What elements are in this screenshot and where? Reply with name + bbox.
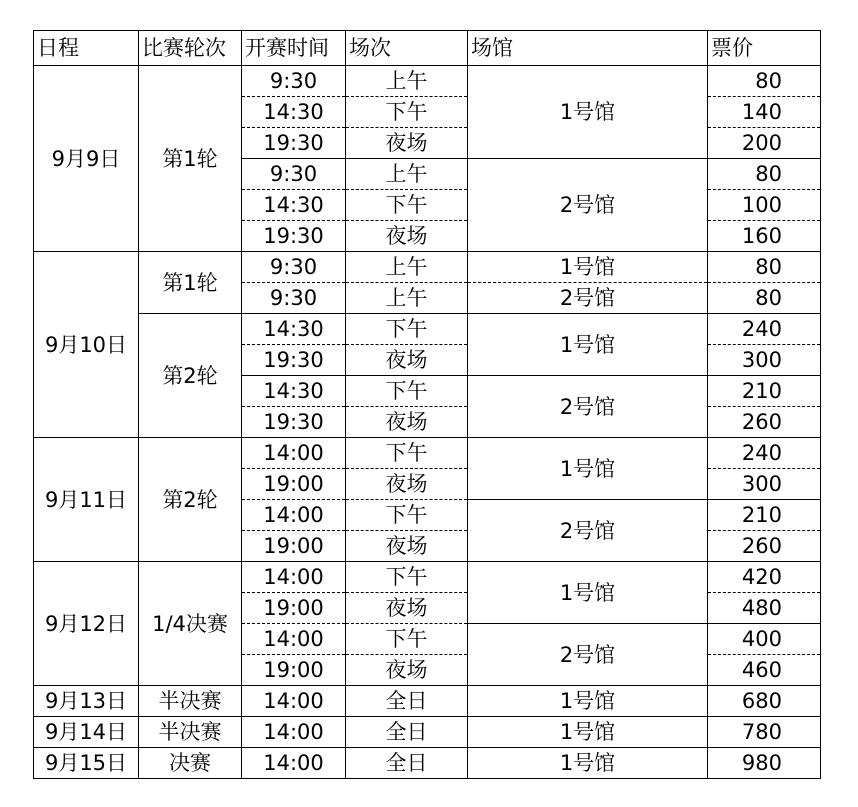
price-cell: 80 [708, 66, 821, 97]
price-cell: 240 [708, 438, 821, 469]
price-cell: 80 [708, 159, 821, 190]
date-cell: 9月11日 [34, 438, 139, 562]
price-cell: 210 [708, 376, 821, 407]
table-header [34, 31, 821, 66]
round-cell: 半决赛 [139, 686, 242, 717]
time-cell: 14:00 [242, 686, 346, 717]
table-row [34, 686, 821, 717]
date-cell: 9月10日 [34, 252, 139, 438]
price-cell: 400 [708, 624, 821, 655]
price-cell: 140 [708, 97, 821, 128]
session-cell: 夜场 [346, 593, 468, 624]
session-cell: 下午 [346, 97, 468, 128]
time-cell: 19:30 [242, 407, 346, 438]
round-cell: 第1轮 [139, 66, 242, 252]
time-cell: 14:30 [242, 97, 346, 128]
price-cell: 160 [708, 221, 821, 252]
header-price: 票价 [708, 31, 821, 66]
time-cell: 19:00 [242, 593, 346, 624]
price-cell: 300 [708, 345, 821, 376]
venue-cell: 2号馆 [468, 159, 708, 252]
date-cell: 9月13日 [34, 686, 139, 717]
session-cell: 下午 [346, 562, 468, 593]
time-cell: 19:30 [242, 128, 346, 159]
session-cell: 夜场 [346, 655, 468, 686]
time-cell: 14:00 [242, 562, 346, 593]
round-cell: 第1轮 [139, 252, 242, 314]
date-cell: 9月12日 [34, 562, 139, 686]
price-cell: 480 [708, 593, 821, 624]
session-cell: 下午 [346, 190, 468, 221]
round-cell: 1/4决赛 [139, 562, 242, 686]
time-cell: 14:00 [242, 438, 346, 469]
time-cell: 19:00 [242, 655, 346, 686]
price-cell: 80 [708, 252, 821, 283]
date-cell: 9月15日 [34, 748, 139, 779]
table-row [34, 562, 821, 593]
session-cell: 上午 [346, 66, 468, 97]
price-cell: 300 [708, 469, 821, 500]
table-row [34, 314, 821, 345]
price-cell: 780 [708, 717, 821, 748]
schedule-table [33, 30, 821, 779]
session-cell: 夜场 [346, 407, 468, 438]
time-cell: 9:30 [242, 159, 346, 190]
session-cell: 下午 [346, 438, 468, 469]
time-cell: 14:30 [242, 314, 346, 345]
price-cell: 260 [708, 531, 821, 562]
venue-cell: 2号馆 [468, 376, 708, 438]
table-row [34, 252, 821, 283]
price-cell: 240 [708, 314, 821, 345]
venue-cell: 1号馆 [468, 748, 708, 779]
session-cell: 上午 [346, 252, 468, 283]
date-cell: 9月14日 [34, 717, 139, 748]
session-cell: 夜场 [346, 345, 468, 376]
session-cell: 全日 [346, 748, 468, 779]
time-cell: 19:00 [242, 531, 346, 562]
session-cell: 夜场 [346, 469, 468, 500]
venue-cell: 1号馆 [468, 717, 708, 748]
venue-cell: 2号馆 [468, 283, 708, 314]
time-cell: 9:30 [242, 252, 346, 283]
price-cell: 260 [708, 407, 821, 438]
time-cell: 14:30 [242, 190, 346, 221]
session-cell: 全日 [346, 686, 468, 717]
venue-cell: 1号馆 [468, 686, 708, 717]
venue-cell: 1号馆 [468, 562, 708, 624]
session-cell: 下午 [346, 624, 468, 655]
table-row [34, 438, 821, 469]
header-session: 场次 [346, 31, 468, 66]
venue-cell: 1号馆 [468, 252, 708, 283]
time-cell: 19:30 [242, 221, 346, 252]
table-row [34, 717, 821, 748]
round-cell: 第2轮 [139, 438, 242, 562]
header-venue: 场馆 [468, 31, 708, 66]
venue-cell: 1号馆 [468, 438, 708, 500]
time-cell: 14:00 [242, 717, 346, 748]
price-cell: 680 [708, 686, 821, 717]
time-cell: 14:00 [242, 748, 346, 779]
time-cell: 9:30 [242, 283, 346, 314]
session-cell: 夜场 [346, 128, 468, 159]
session-cell: 上午 [346, 283, 468, 314]
price-cell: 460 [708, 655, 821, 686]
price-cell: 100 [708, 190, 821, 221]
table-row [34, 748, 821, 779]
time-cell: 9:30 [242, 66, 346, 97]
session-cell: 下午 [346, 500, 468, 531]
price-cell: 980 [708, 748, 821, 779]
time-cell: 14:30 [242, 376, 346, 407]
session-cell: 下午 [346, 314, 468, 345]
price-cell: 200 [708, 128, 821, 159]
session-cell: 上午 [346, 159, 468, 190]
session-cell: 夜场 [346, 221, 468, 252]
price-cell: 80 [708, 283, 821, 314]
price-cell: 210 [708, 500, 821, 531]
header-start-time: 开赛时间 [242, 31, 346, 66]
session-cell: 下午 [346, 376, 468, 407]
header-row [34, 31, 821, 66]
header-date: 日程 [34, 31, 139, 66]
round-cell: 决赛 [139, 748, 242, 779]
table-body [34, 66, 821, 779]
time-cell: 19:00 [242, 469, 346, 500]
round-cell: 第2轮 [139, 314, 242, 438]
header-round: 比赛轮次 [139, 31, 242, 66]
time-cell: 14:00 [242, 500, 346, 531]
price-cell: 420 [708, 562, 821, 593]
table-row [34, 66, 821, 97]
round-cell: 半决赛 [139, 717, 242, 748]
venue-cell: 1号馆 [468, 314, 708, 376]
date-cell: 9月9日 [34, 66, 139, 252]
session-cell: 夜场 [346, 531, 468, 562]
venue-cell: 2号馆 [468, 624, 708, 686]
time-cell: 19:30 [242, 345, 346, 376]
venue-cell: 2号馆 [468, 500, 708, 562]
venue-cell: 1号馆 [468, 66, 708, 159]
time-cell: 14:00 [242, 624, 346, 655]
session-cell: 全日 [346, 717, 468, 748]
